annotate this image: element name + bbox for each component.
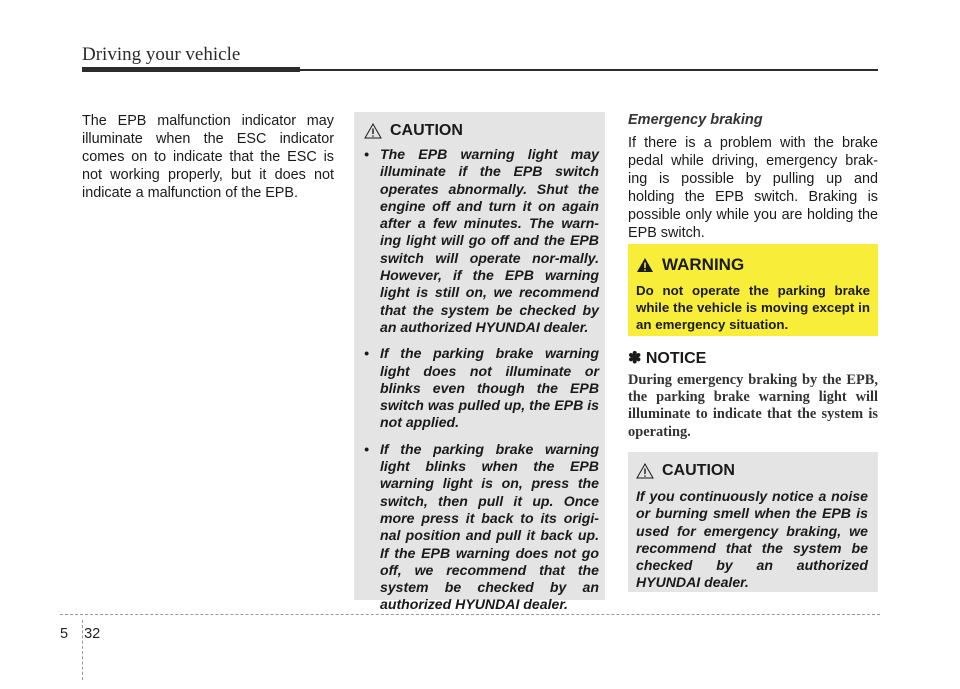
caution2-text: If you continuously notice a noise or burning smell when the EPB is used for emergency braking, we recommend that the system be checked by an authorized HYUNDAI dealer. <box>636 488 868 591</box>
caution-box-2 <box>628 452 878 592</box>
notice-text: During emergency braking by the EPB, the parking brake warning light will illuminate to indicate that the system is operating. <box>628 372 878 440</box>
warning-text: Do not operate the parking brake while the vehicle is moving except in an emergency situation. <box>636 283 870 332</box>
header-bar <box>82 67 300 72</box>
emergency-braking-heading: Emergency braking <box>628 112 763 128</box>
caution-list <box>364 146 599 614</box>
notice-heading: ✽ NOTICE <box>628 350 707 367</box>
caution-triangle-icon <box>636 463 654 479</box>
emergency-braking-section <box>628 112 878 242</box>
caution-box <box>354 112 605 613</box>
emergency-braking-text: If there is a problem with the brake pedal while driving, emergency brak-ing is possible by pulling up and holding the EPB switch. Braking is possible only while you are holding the EPB switch. <box>628 135 878 241</box>
page-number <box>60 626 100 642</box>
section-number: 5 <box>60 626 69 642</box>
page-header-title: Driving your vehicle <box>82 44 241 65</box>
caution-triangle-icon <box>364 123 382 139</box>
footer-rule <box>60 614 880 616</box>
caution-title: CAUTION <box>390 122 463 139</box>
caution-item: • If the parking brake warning light does not illuminate or blinks even though the EPB switch was pulled up, the EPB is not applied. <box>364 345 599 431</box>
caution-item: • If the parking brake warning light blinks when the EPB warning light is on, press the switch, then pull it up. Once more press it back to its origi-nal position and pull it back up. If the EPB warning does not go off, we recommend that the system be checked by an authorized HYUNDAI dealer. <box>364 440 599 613</box>
caution-heading <box>364 120 599 142</box>
warning-box <box>628 244 878 336</box>
page-number-value: 32 <box>84 626 101 642</box>
header-rule <box>300 69 878 71</box>
caution2-heading <box>636 460 868 482</box>
caution-item: • The EPB warning light may illuminate if the EPB switch operates abnormally. Shut the engine off and turn it on again after a few minutes. The warn-ing light will go off and the EPB switch will operate nor-mally. However, if the EPB warning light is still on, we recommend that the system be checked by an authorized HYUNDAI dealer. <box>364 146 599 335</box>
warning-title: WARNING <box>662 255 745 274</box>
caution2-title: CAUTION <box>662 462 735 479</box>
warning-triangle-icon <box>636 257 654 273</box>
warning-heading <box>636 254 870 276</box>
epb-malfunction-text: The EPB malfunction indicator may illuminate when the ESC indicator comes on to indicate that the ESC is not working properly, but it does not indicate a malfunction of the EPB. <box>82 113 334 201</box>
